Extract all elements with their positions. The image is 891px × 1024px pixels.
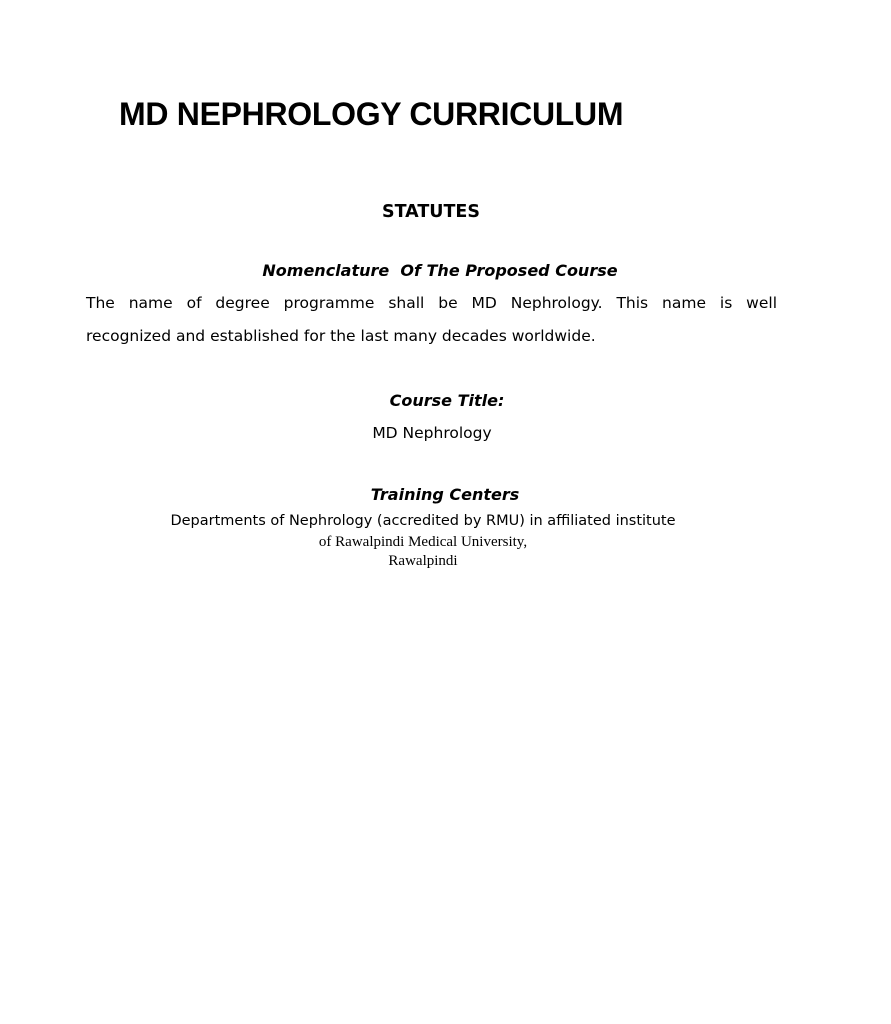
- nomenclature-text-line-2: recognized and established for the last many decades worldwide.: [86, 327, 596, 345]
- course-title-value: MD Nephrology: [372, 424, 492, 442]
- nomenclature-heading: Nomenclature Of The Proposed Course: [262, 261, 618, 280]
- section-heading-statutes: STATUTES: [381, 202, 480, 222]
- nomenclature-text-line-1: The name of degree programme shall be MD Nephrology. This name is well: [86, 294, 777, 312]
- training-centers-line-2: of Rawalpindi Medical University,: [318, 534, 528, 550]
- training-centers-heading: Training Centers: [370, 485, 520, 504]
- training-centers-line-1: Departments of Nephrology (accredited by RMU) in affiliated institute: [170, 513, 676, 529]
- course-title-heading: Course Title:: [389, 391, 505, 410]
- page-title: MD NEPHROLOGY CURRICULUM: [119, 96, 624, 132]
- training-centers-line-3: Rawalpindi: [388, 553, 458, 569]
